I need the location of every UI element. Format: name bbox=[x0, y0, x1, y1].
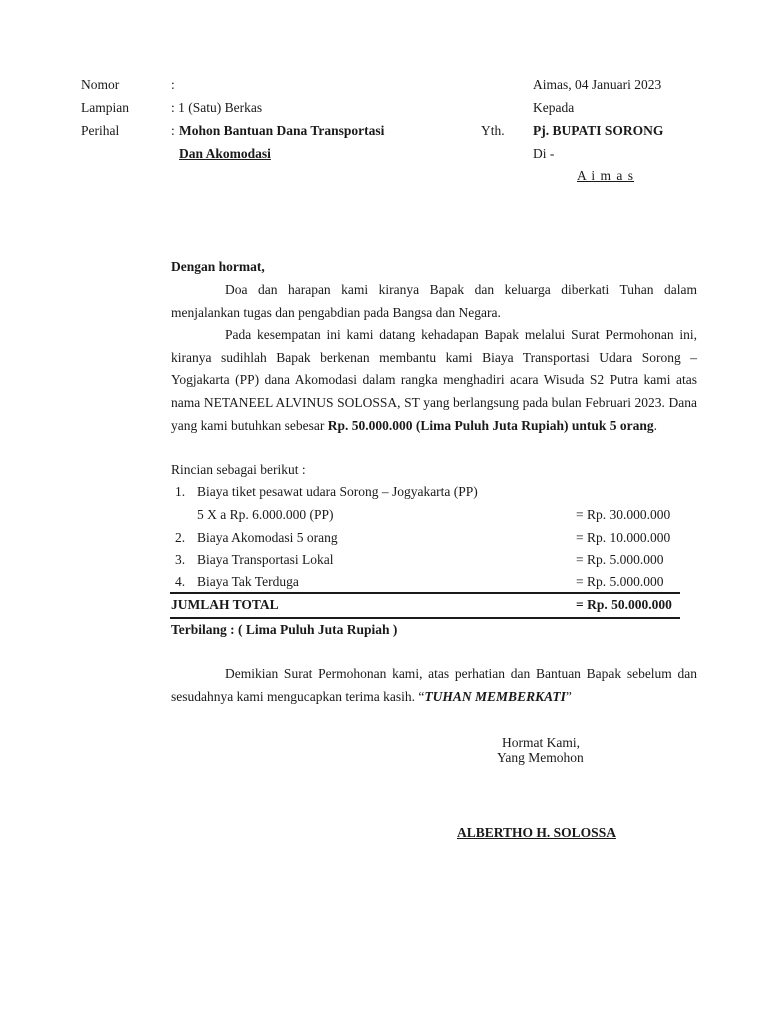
item-number: 4. bbox=[175, 574, 186, 589]
applicant-role: Yang Memohon bbox=[497, 750, 584, 765]
perihal-subject-line1: Mohon Bantuan Dana Transportasi bbox=[179, 123, 385, 138]
item-description: Biaya tiket pesawat udara Sorong – Jogyakarta (PP) bbox=[197, 484, 478, 499]
total-row bbox=[171, 595, 697, 615]
closing-paragraph bbox=[171, 663, 697, 708]
item-amount: = Rp. 5.000.000 bbox=[576, 574, 664, 589]
recipient-city: A i m a s bbox=[577, 168, 635, 183]
paragraph-greeting: Doa dan harapan kami kiranya Bapak dan keluarga diberkati Tuhan dalam menjalankan tugas dan pengabdian pada Bangsa dan Negara. bbox=[171, 282, 697, 320]
request-text: Pada kesempatan ini kami datang kehadapan Bapak melalui Surat Permohonan ini, kiranya sudihlah Bapak berkenan membantu kami Biaya Transportasi Udara Sorong – Yogjakarta (PP) dana Akomodasi dalam rangka menghadiri acara Wisuda S2 Putra kami atas nama NETANEEL ALVINUS SOLOSSA, ST yang berlangsung pada bulan Februari 2023. Dana yang kami butuhkan sebesar bbox=[171, 327, 697, 433]
nomor-label: Nomor bbox=[81, 77, 120, 92]
total-amount: = Rp. 50.000.000 bbox=[576, 597, 672, 612]
perihal-subject-line2: Dan Akomodasi bbox=[179, 146, 271, 161]
recipient-title: Pj. BUPATI SORONG bbox=[533, 123, 664, 138]
cost-item bbox=[171, 550, 697, 570]
item-number: 3. bbox=[175, 552, 186, 567]
item-description: 5 X a Rp. 6.000.000 (PP) bbox=[197, 507, 334, 522]
total-rule-top bbox=[170, 592, 680, 594]
cost-item bbox=[171, 505, 697, 525]
cost-item bbox=[171, 482, 697, 502]
paragraph-request bbox=[171, 324, 697, 437]
regards: Hormat Kami, bbox=[502, 735, 580, 750]
item-description: Biaya Tak Terduga bbox=[197, 574, 299, 589]
letter-body bbox=[171, 279, 697, 437]
closing-emphasis: TUHAN MEMBERKATI bbox=[424, 688, 566, 704]
nomor-colon: : bbox=[171, 77, 175, 92]
cost-item bbox=[171, 572, 697, 592]
perihal-colon: : bbox=[171, 123, 175, 138]
lampiran-value: : 1 (Satu) Berkas bbox=[171, 100, 263, 115]
place-date: Aimas, 04 Januari 2023 bbox=[533, 77, 662, 92]
item-number: 2. bbox=[175, 530, 186, 545]
closing-end-quote: ” bbox=[565, 688, 572, 704]
lampiran-label: Lampian bbox=[81, 100, 129, 115]
cost-item bbox=[171, 528, 697, 548]
perihal-label: Perihal bbox=[81, 123, 120, 138]
rincian-title: Rincian sebagai berikut : bbox=[171, 462, 306, 477]
terbilang: Terbilang : ( Lima Puluh Juta Rupiah ) bbox=[171, 622, 398, 637]
di-label: Di - bbox=[533, 146, 555, 161]
item-amount: = Rp. 5.000.000 bbox=[576, 552, 664, 567]
request-end: . bbox=[653, 417, 658, 433]
yth-label: Yth. bbox=[481, 123, 505, 138]
item-description: Biaya Akomodasi 5 orang bbox=[197, 530, 338, 545]
signatory-name: ALBERTHO H. SOLOSSA bbox=[457, 825, 616, 840]
kepada-label: Kepada bbox=[533, 100, 575, 115]
closing-text: Demikian Surat Permohonan kami, atas perhatian dan Bantuan Bapak sebelum dan sesudahnya kami mengucapkan terima kasih. “ bbox=[171, 666, 697, 704]
salutation: Dengan hormat, bbox=[171, 259, 265, 274]
total-rule-bottom bbox=[170, 617, 680, 619]
item-amount: = Rp. 10.000.000 bbox=[576, 530, 671, 545]
item-description: Biaya Transportasi Lokal bbox=[197, 552, 334, 567]
item-amount: = Rp. 30.000.000 bbox=[576, 507, 671, 522]
total-label: JUMLAH TOTAL bbox=[171, 597, 279, 612]
item-number: 1. bbox=[175, 484, 186, 499]
request-amount: Rp. 50.000.000 (Lima Puluh Juta Rupiah) untuk 5 orang bbox=[327, 417, 654, 433]
